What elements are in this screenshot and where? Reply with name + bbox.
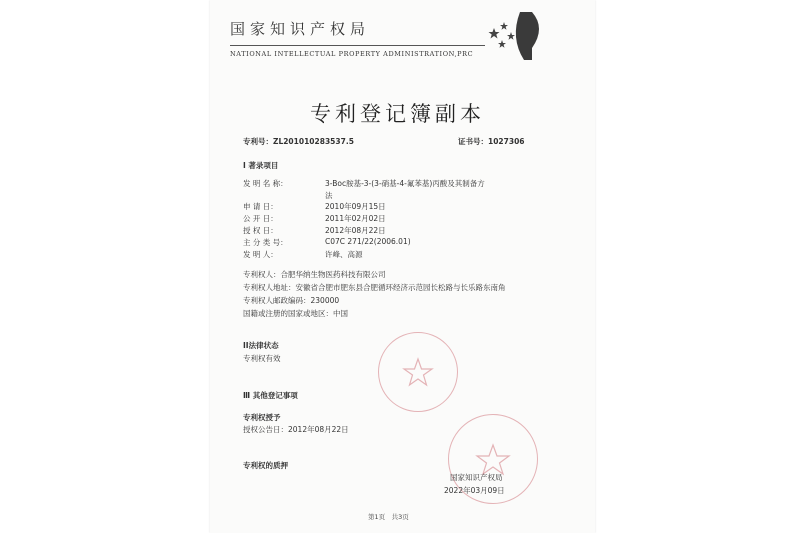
field-classification <box>243 237 411 248</box>
document-page <box>210 0 595 533</box>
grant-announcement-date: 授权公告日：2012年08月22日 <box>243 425 349 434</box>
field-label: 申 请 日： <box>243 202 278 211</box>
header-divider <box>230 45 485 46</box>
field-label: 主 分 类 号： <box>243 238 288 247</box>
patentee-postcode: 专利权人邮政编码：230000 <box>243 296 340 305</box>
agency-name-cn: 国家知识产权局 <box>230 20 371 38</box>
field-label: 公 开 日： <box>243 214 278 223</box>
signature-org: 国家知识产权局 <box>450 473 503 482</box>
field-label: 发 明 名 称： <box>243 179 288 188</box>
signature-date: 2022年03月09日 <box>444 486 505 495</box>
field-application-date <box>243 201 386 212</box>
section2-heading: II法律状态 <box>243 341 279 350</box>
field-value: 2012年08月22日 <box>325 226 386 235</box>
legal-status: 专利权有效 <box>243 354 281 363</box>
company-seal <box>378 332 458 412</box>
field-value: 2011年02月02日 <box>325 214 386 223</box>
field-value: 2010年09月15日 <box>325 202 386 211</box>
page-number: 第1页 共3页 <box>368 513 409 521</box>
patentee-address: 专利权人地址：安徽省合肥市肥东县合肥循环经济示范园长松路与长乐路东南角 <box>243 283 506 292</box>
field-inventors <box>243 249 363 260</box>
grant-heading: 专利权授予 <box>243 413 281 422</box>
field-grant-date <box>243 225 386 236</box>
patent-number: 专利号：ZL201010283537.5 <box>243 137 354 146</box>
field-value: C07C 271/22(2006.01) <box>325 237 411 246</box>
field-value: 许峰、高源 <box>325 250 363 259</box>
agency-name-en: NATIONAL INTELLECTUAL PROPERTY ADMINISTRATION,PRC <box>230 50 474 58</box>
field-invention-title <box>243 178 485 189</box>
field-label: 发 明 人： <box>243 250 278 259</box>
section1-heading: Ⅰ 著录项目 <box>243 161 279 170</box>
section3-heading: Ⅲ 其他登记事项 <box>243 391 298 400</box>
pledge-heading: 专利权的质押 <box>243 461 288 470</box>
field-value: 3-Boc胺基-3-(3-硝基-4-氟苯基)丙酸及其制备方 <box>325 179 485 188</box>
patentee: 专利权人：合肥华纳生物医药科技有限公司 <box>243 270 386 279</box>
patentee-country: 国籍或注册的国家或地区：中国 <box>243 309 348 318</box>
document-title: 专利登记簿副本 <box>310 102 485 126</box>
field-value: 法 <box>325 191 333 200</box>
certificate-number: 证书号：1027306 <box>458 137 525 146</box>
field-label: 授 权 日： <box>243 226 278 235</box>
field-publication-date <box>243 213 386 224</box>
cnipa-logo <box>480 8 550 66</box>
